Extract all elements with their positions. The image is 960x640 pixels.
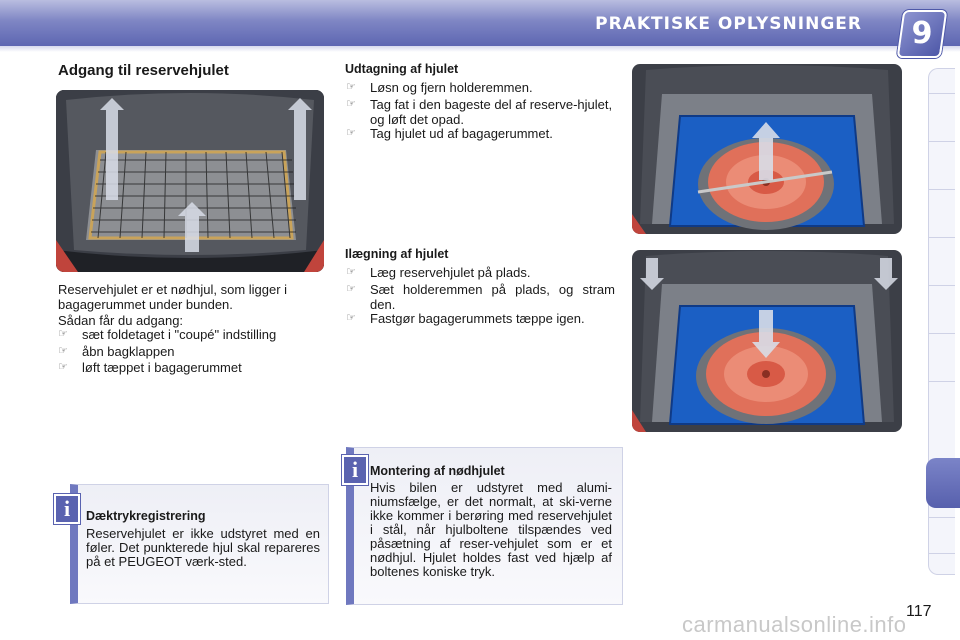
pointing-hand-icon: ☞	[346, 266, 356, 278]
pointing-hand-icon: ☞	[346, 312, 356, 324]
tab-divider	[929, 237, 955, 238]
storing-step	[346, 282, 615, 312]
storing-heading: Ilægning af hjulet	[345, 247, 449, 261]
active-chapter-tab	[926, 458, 960, 508]
removal-step-text: Tag fat i den bageste del af reserve-hjulet, og løft det opad.	[370, 97, 613, 127]
pointing-hand-icon: ☞	[346, 127, 356, 139]
access-heading: Adgang til reservehjulet	[58, 62, 229, 79]
access-step	[58, 327, 344, 342]
section-title: PRAKTISKE OPLYSNINGER	[595, 14, 862, 34]
access-step-text: åbn bagklappen	[82, 344, 175, 359]
info-icon: i	[54, 494, 80, 524]
tab-divider	[929, 141, 955, 142]
mounting-info-box	[346, 447, 623, 605]
storing-step-text: Læg reservehjulet på plads.	[370, 265, 531, 280]
pointing-hand-icon: ☞	[58, 345, 68, 357]
removal-step	[346, 97, 615, 127]
page-number: 117	[906, 603, 932, 620]
access-step-text: sæt foldetaget i "coupé" indstilling	[82, 327, 277, 342]
tab-divider	[929, 553, 955, 554]
removal-step	[346, 126, 615, 141]
trunk-net-photo	[56, 90, 324, 272]
watermark: carmanualsonline.info	[682, 612, 907, 637]
storing-step-text: Sæt holderemmen på plads, og stram den.	[370, 282, 615, 312]
header-shadow	[0, 46, 960, 52]
chapter-number: 9	[911, 16, 933, 51]
access-step	[58, 344, 344, 359]
chapter-badge	[897, 10, 948, 58]
mounting-title: Montering af nødhjulet	[370, 464, 505, 478]
wheel-storing-photo	[632, 250, 902, 432]
access-step	[58, 360, 344, 375]
storing-step	[346, 265, 615, 280]
storing-step	[346, 311, 615, 326]
tab-divider	[929, 333, 955, 334]
pointing-hand-icon: ☞	[346, 283, 356, 295]
tyre-pressure-title: Dæktrykregistrering	[86, 509, 206, 523]
tyre-pressure-text: Reservehjulet er ikke udstyret med en føler. Det punkterede hjul skal repareres på et PEUGEOT værk-sted.	[86, 526, 320, 569]
tab-divider	[929, 517, 955, 518]
tab-divider	[929, 93, 955, 94]
tab-divider	[929, 285, 955, 286]
tab-divider	[929, 189, 955, 190]
storing-step-text: Fastgør bagagerummets tæppe igen.	[370, 311, 585, 326]
access-step-text: løft tæppet i bagagerummet	[82, 360, 242, 375]
removal-step-text: Tag hjulet ud af bagagerummet.	[370, 126, 553, 141]
pointing-hand-icon: ☞	[58, 361, 68, 373]
pointing-hand-icon: ☞	[346, 98, 356, 110]
removal-heading: Udtagning af hjulet	[345, 62, 459, 76]
pointing-hand-icon: ☞	[58, 328, 68, 340]
tab-divider	[929, 381, 955, 382]
removal-step	[346, 80, 615, 95]
info-icon: i	[342, 455, 368, 485]
pointing-hand-icon: ☞	[346, 81, 356, 93]
access-how-to: Sådan får du adgang:	[58, 313, 184, 328]
access-intro: Reservehjulet er et nødhjul, som ligger i bagagerummet under bunden.	[58, 282, 288, 312]
tyre-pressure-info-box	[70, 484, 329, 604]
mounting-text: Hvis bilen er udstyret med alumi-niumsfælge, er det normalt, at ski-verne ikke kommer i berøring med reservehjulet i stål, når hjulboltene tilspændes ved påsætning af reser-vehjulet som er et nødhjul. Hjulet holdes fast ved hjælp af boltenes koniske tryk.	[370, 480, 612, 579]
removal-step-text: Løsn og fjern holderemmen.	[370, 80, 533, 95]
wheel-removal-photo	[632, 64, 902, 234]
